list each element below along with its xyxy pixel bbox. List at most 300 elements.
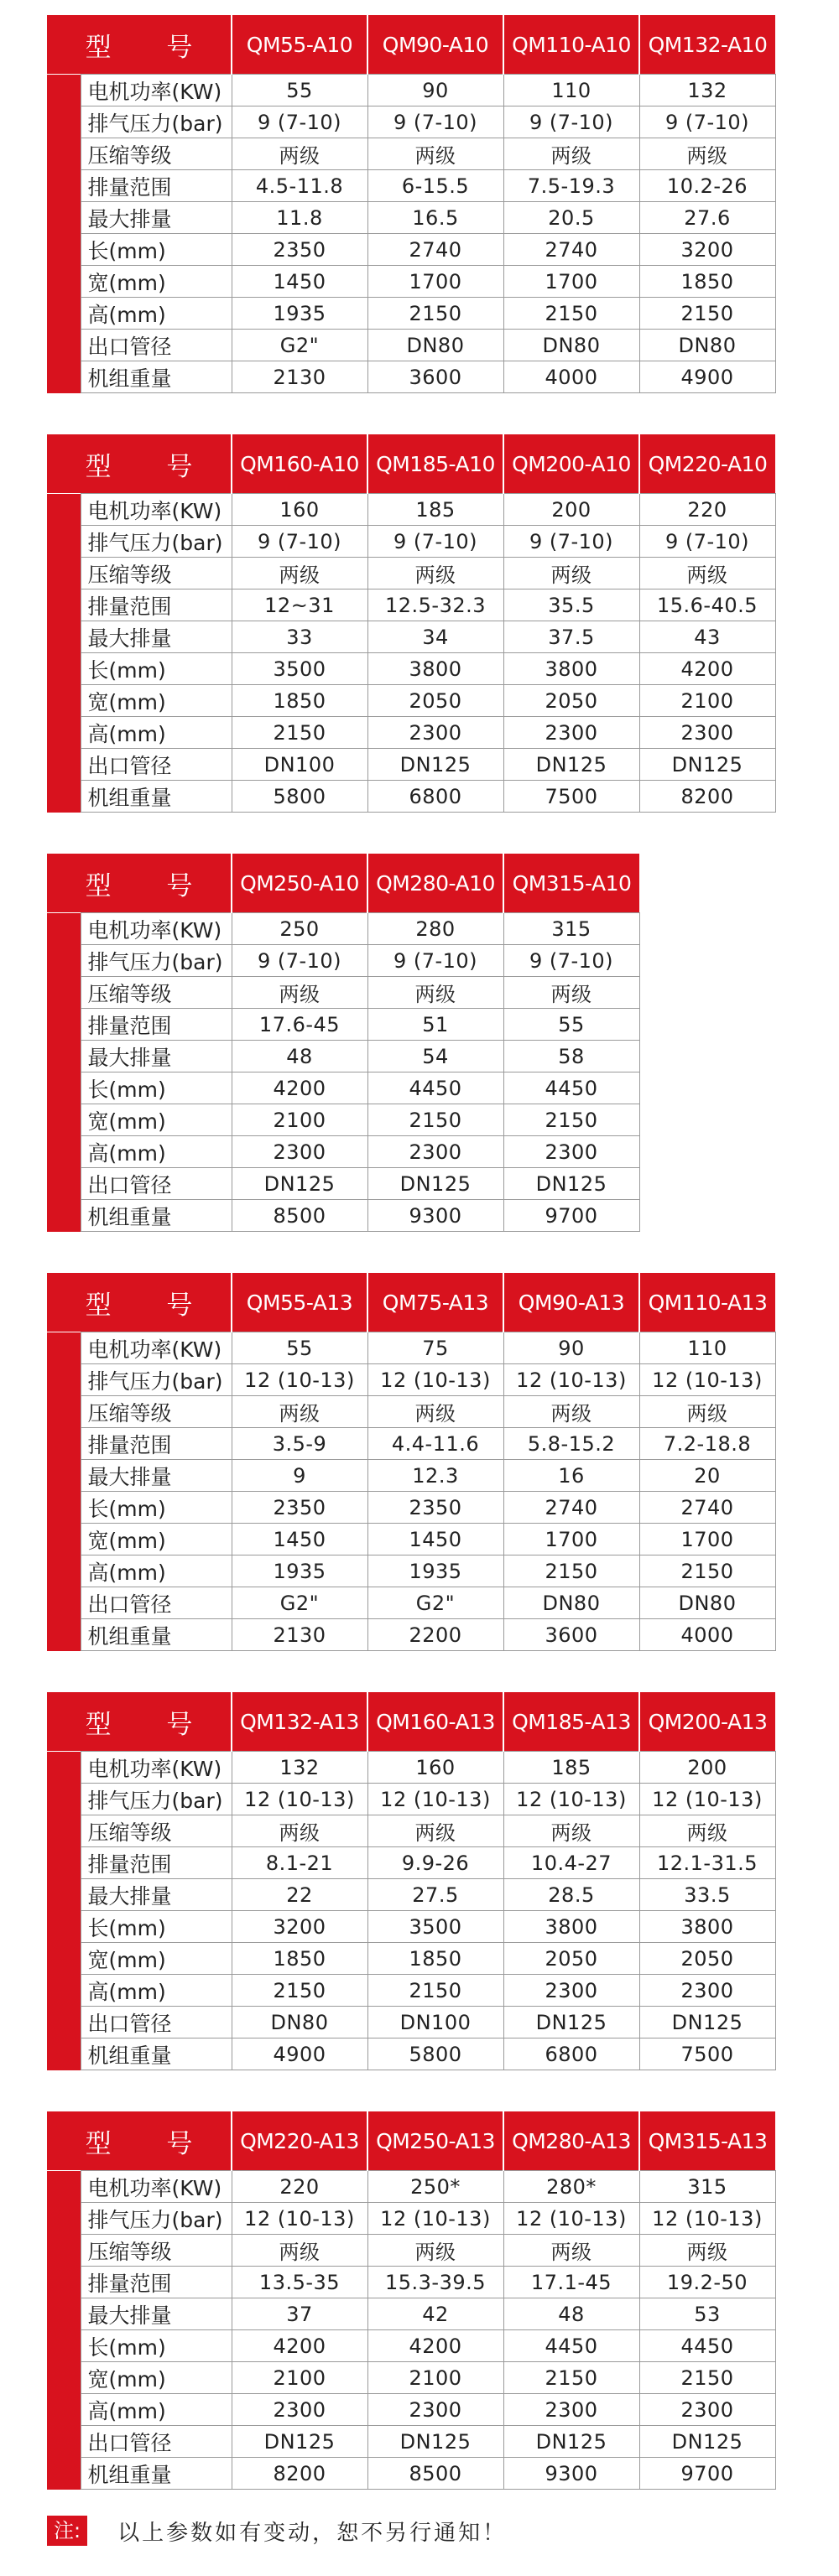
row-label: 排量范围 — [81, 2267, 232, 2298]
spec-value: 9 — [232, 1460, 367, 1492]
model-header: QM280-A10 — [367, 854, 503, 913]
spec-value: 12 (10-13) — [503, 1364, 639, 1396]
spec-value: 185 — [503, 1752, 639, 1784]
spec-value: 两级 — [503, 138, 639, 170]
spec-value: 两级 — [367, 558, 503, 589]
model-title: 型 号 — [47, 2111, 232, 2171]
table-row — [47, 1492, 775, 1524]
model-header: QM132-A10 — [639, 15, 775, 75]
table-row — [47, 653, 775, 685]
row-label: 排气压力(bar) — [81, 945, 232, 977]
table-row — [47, 977, 639, 1009]
spec-value: 3200 — [639, 234, 775, 266]
spec-value: 1850 — [639, 266, 775, 298]
table-row — [47, 1364, 775, 1396]
table-row — [47, 1975, 775, 2007]
row-label: 出口管径 — [81, 2426, 232, 2458]
spec-value: 16 — [503, 1460, 639, 1492]
model-header: QM220-A13 — [232, 2111, 367, 2171]
spec-value: 12 (10-13) — [639, 2203, 775, 2235]
spec-value: 53 — [639, 2298, 775, 2330]
spec-value: DN125 — [367, 1168, 503, 1200]
table-row — [47, 361, 775, 393]
model-header: QM185-A13 — [503, 1692, 639, 1752]
spec-value: 2150 — [232, 1975, 367, 2007]
spec-value: 3800 — [503, 1911, 639, 1943]
table-row — [47, 2203, 775, 2235]
table-row — [47, 2235, 775, 2267]
table-row — [47, 685, 775, 717]
table-row — [47, 2330, 775, 2362]
spec-value: 3600 — [367, 361, 503, 393]
spec-value: 两级 — [232, 1396, 367, 1428]
spec-value: 两级 — [232, 977, 367, 1009]
spec-value: 2300 — [367, 1136, 503, 1168]
spec-value: 2100 — [232, 1104, 367, 1136]
red-side-strip — [47, 1752, 81, 2070]
spec-value: 9 (7-10) — [367, 106, 503, 138]
spec-value: 1935 — [367, 1555, 503, 1587]
spec-value: 5800 — [232, 781, 367, 813]
model-header: QM200-A10 — [503, 434, 639, 494]
table-row — [47, 2298, 775, 2330]
row-label: 出口管径 — [81, 1587, 232, 1619]
spec-value: 2150 — [367, 1975, 503, 2007]
model-title: 型 号 — [47, 15, 232, 75]
spec-value: 12 (10-13) — [367, 1784, 503, 1815]
spec-value: 2300 — [503, 2394, 639, 2426]
spec-value: 12 (10-13) — [367, 2203, 503, 2235]
table-row — [47, 945, 639, 977]
header-row — [47, 434, 775, 494]
row-label: 排量范围 — [81, 1009, 232, 1041]
model-header: QM160-A10 — [232, 434, 367, 494]
spec-value: 2050 — [367, 685, 503, 717]
spec-value: 2350 — [367, 1492, 503, 1524]
row-label: 出口管径 — [81, 1168, 232, 1200]
spec-value: 1700 — [503, 1524, 639, 1555]
red-side-strip — [47, 75, 81, 393]
table-row — [47, 1396, 775, 1428]
spec-value: 5.8-15.2 — [503, 1428, 639, 1460]
spec-value: DN125 — [367, 2426, 503, 2458]
note-badge: 注: — [47, 2516, 87, 2546]
spec-value: 7.5-19.3 — [503, 170, 639, 202]
spec-value: 两级 — [232, 138, 367, 170]
spec-value: 2740 — [503, 1492, 639, 1524]
spec-value: 9 (7-10) — [503, 526, 639, 558]
spec-value: 10.2-26 — [639, 170, 775, 202]
model-header: QM90-A10 — [367, 15, 503, 75]
spec-table — [47, 15, 776, 393]
spec-value: 54 — [367, 1041, 503, 1072]
row-label: 排气压力(bar) — [81, 1364, 232, 1396]
model-title: 型 号 — [47, 434, 232, 494]
model-header: QM110-A13 — [639, 1273, 775, 1332]
spec-value: 4450 — [503, 1072, 639, 1104]
table-row — [47, 1009, 639, 1041]
table-row — [47, 266, 775, 298]
row-label: 机组重量 — [81, 361, 232, 393]
row-label: 电机功率(KW) — [81, 494, 232, 526]
row-label: 排气压力(bar) — [81, 2203, 232, 2235]
spec-value: 12 (10-13) — [232, 1784, 367, 1815]
spec-value: 315 — [639, 2171, 775, 2203]
table-row — [47, 1619, 775, 1651]
spec-value: 2200 — [367, 1619, 503, 1651]
row-label: 出口管径 — [81, 330, 232, 361]
spec-value: 200 — [503, 494, 639, 526]
spec-table — [47, 1692, 776, 2070]
spec-value: 2050 — [503, 685, 639, 717]
spec-value: 42 — [367, 2298, 503, 2330]
table-row — [47, 2458, 775, 2490]
spec-value: 2300 — [232, 2394, 367, 2426]
spec-value: DN80 — [503, 330, 639, 361]
spec-value: 2050 — [503, 1943, 639, 1975]
spec-value: 4450 — [367, 1072, 503, 1104]
row-label: 高(mm) — [81, 1555, 232, 1587]
row-label: 高(mm) — [81, 1136, 232, 1168]
model-title: 型 号 — [47, 1692, 232, 1752]
spec-value: 2150 — [367, 298, 503, 330]
table-row — [47, 1587, 775, 1619]
spec-value: 12 (10-13) — [639, 1364, 775, 1396]
spec-value: 8500 — [232, 1200, 367, 1232]
spec-value: 2150 — [639, 2362, 775, 2394]
table-row — [47, 202, 775, 234]
spec-value: DN100 — [232, 749, 367, 781]
spec-value: DN80 — [367, 330, 503, 361]
table-row — [47, 2426, 775, 2458]
row-label: 最大排量 — [81, 202, 232, 234]
spec-value: 两级 — [503, 1396, 639, 1428]
spec-value: 9 (7-10) — [367, 526, 503, 558]
spec-value: DN125 — [232, 1168, 367, 1200]
model-header: QM280-A13 — [503, 2111, 639, 2171]
row-label: 电机功率(KW) — [81, 1752, 232, 1784]
spec-value: 75 — [367, 1332, 503, 1364]
model-title: 型 号 — [47, 1273, 232, 1332]
spec-value: 3.5-9 — [232, 1428, 367, 1460]
spec-value: 9.9-26 — [367, 1847, 503, 1879]
spec-value: 110 — [639, 1332, 775, 1364]
spec-value: DN100 — [367, 2007, 503, 2038]
spec-value: 两级 — [367, 1815, 503, 1847]
spec-value: 9700 — [639, 2458, 775, 2490]
table-row — [47, 1911, 775, 1943]
spec-value: 8.1-21 — [232, 1847, 367, 1879]
header-row — [47, 15, 775, 75]
spec-value: 37.5 — [503, 621, 639, 653]
table-row — [47, 1200, 639, 1232]
spec-value: 22 — [232, 1879, 367, 1911]
spec-value: 8200 — [232, 2458, 367, 2490]
table-row — [47, 234, 775, 266]
spec-value: 4.4-11.6 — [367, 1428, 503, 1460]
row-label: 长(mm) — [81, 1492, 232, 1524]
row-label: 出口管径 — [81, 2007, 232, 2038]
spec-value: 27.6 — [639, 202, 775, 234]
spec-value: 8200 — [639, 781, 775, 813]
table-row — [47, 138, 775, 170]
row-label: 机组重量 — [81, 1619, 232, 1651]
spec-table — [47, 1273, 776, 1651]
row-label: 最大排量 — [81, 1460, 232, 1492]
table-row — [47, 298, 775, 330]
spec-value: 6800 — [503, 2038, 639, 2070]
row-label: 压缩等级 — [81, 1396, 232, 1428]
row-label: 机组重量 — [81, 2458, 232, 2490]
row-label: 电机功率(KW) — [81, 913, 232, 945]
spec-value: 两级 — [639, 1815, 775, 1847]
spec-value: 4450 — [503, 2330, 639, 2362]
spec-value: 2150 — [232, 717, 367, 749]
spec-value: 1450 — [232, 266, 367, 298]
table-row — [47, 106, 775, 138]
spec-value: 两级 — [367, 2235, 503, 2267]
row-label: 排量范围 — [81, 589, 232, 621]
row-label: 压缩等级 — [81, 2235, 232, 2267]
spec-value: DN125 — [232, 2426, 367, 2458]
spec-value: 2150 — [503, 1104, 639, 1136]
spec-value: 132 — [639, 75, 775, 106]
spec-value: 2150 — [639, 298, 775, 330]
spec-value: 37 — [232, 2298, 367, 2330]
model-header: QM55-A10 — [232, 15, 367, 75]
model-header: QM220-A10 — [639, 434, 775, 494]
spec-value: 9 (7-10) — [232, 945, 367, 977]
row-label: 压缩等级 — [81, 1815, 232, 1847]
spec-value: 12 (10-13) — [639, 1784, 775, 1815]
model-header: QM160-A13 — [367, 1692, 503, 1752]
row-label: 电机功率(KW) — [81, 1332, 232, 1364]
spec-value: 9 (7-10) — [232, 106, 367, 138]
spec-value: 2300 — [503, 717, 639, 749]
spec-value: 19.2-50 — [639, 2267, 775, 2298]
model-header: QM250-A10 — [232, 854, 367, 913]
spec-value: 58 — [503, 1041, 639, 1072]
spec-value: 17.6-45 — [232, 1009, 367, 1041]
spec-value: DN80 — [503, 1587, 639, 1619]
spec-value: 两级 — [232, 1815, 367, 1847]
table-row — [47, 1104, 639, 1136]
table-row — [47, 75, 775, 106]
model-header: QM55-A13 — [232, 1273, 367, 1332]
spec-value: 2100 — [639, 685, 775, 717]
header-row — [47, 2111, 775, 2171]
spec-value: DN125 — [639, 749, 775, 781]
table-row — [47, 2394, 775, 2426]
spec-value: 两级 — [503, 558, 639, 589]
spec-value: 90 — [503, 1332, 639, 1364]
spec-value: 185 — [367, 494, 503, 526]
spec-value: 1700 — [367, 266, 503, 298]
spec-value: 两级 — [503, 977, 639, 1009]
spec-value: 2150 — [503, 1555, 639, 1587]
table-row — [47, 781, 775, 813]
spec-value: 12 (10-13) — [503, 1784, 639, 1815]
spec-value: 两级 — [367, 977, 503, 1009]
spec-value: 2300 — [503, 1136, 639, 1168]
model-header: QM185-A10 — [367, 434, 503, 494]
table-row — [47, 1784, 775, 1815]
row-label: 宽(mm) — [81, 685, 232, 717]
row-label: 长(mm) — [81, 653, 232, 685]
spec-value: 20 — [639, 1460, 775, 1492]
spec-value: 160 — [232, 494, 367, 526]
row-label: 排气压力(bar) — [81, 526, 232, 558]
spec-value: 2050 — [639, 1943, 775, 1975]
row-label: 电机功率(KW) — [81, 2171, 232, 2203]
model-header: QM75-A13 — [367, 1273, 503, 1332]
row-label: 宽(mm) — [81, 1524, 232, 1555]
red-side-strip — [47, 913, 81, 1232]
spec-value: G2" — [367, 1587, 503, 1619]
spec-value: 90 — [367, 75, 503, 106]
red-side-strip — [47, 2171, 81, 2490]
spec-value: 2150 — [503, 298, 639, 330]
table-row — [47, 494, 775, 526]
row-label: 最大排量 — [81, 2298, 232, 2330]
spec-value: DN125 — [503, 749, 639, 781]
row-label: 机组重量 — [81, 1200, 232, 1232]
spec-value: 200 — [639, 1752, 775, 1784]
spec-value: 4000 — [503, 361, 639, 393]
table-row — [47, 1752, 775, 1784]
spec-value: 220 — [639, 494, 775, 526]
row-label: 压缩等级 — [81, 977, 232, 1009]
spec-value: 2100 — [232, 2362, 367, 2394]
row-label: 排量范围 — [81, 170, 232, 202]
table-row — [47, 2362, 775, 2394]
spec-value: 2100 — [367, 2362, 503, 2394]
header-row — [47, 854, 639, 913]
spec-value: 2740 — [367, 234, 503, 266]
row-label: 排气压力(bar) — [81, 106, 232, 138]
spec-value: 9 (7-10) — [639, 106, 775, 138]
spec-value: 12.5-32.3 — [367, 589, 503, 621]
table-row — [47, 2171, 775, 2203]
row-label: 最大排量 — [81, 1879, 232, 1911]
spec-value: 4200 — [639, 653, 775, 685]
spec-table — [47, 854, 640, 1232]
spec-value: DN125 — [367, 749, 503, 781]
spec-value: 2300 — [639, 717, 775, 749]
spec-value: 280* — [503, 2171, 639, 2203]
spec-value: 315 — [503, 913, 639, 945]
spec-value: 160 — [367, 1752, 503, 1784]
spec-value: 2300 — [232, 1136, 367, 1168]
spec-value: 9 (7-10) — [367, 945, 503, 977]
spec-value: 2150 — [367, 1104, 503, 1136]
spec-value: 2740 — [503, 234, 639, 266]
spec-value: 1850 — [232, 685, 367, 717]
row-label: 压缩等级 — [81, 138, 232, 170]
row-label: 出口管径 — [81, 749, 232, 781]
spec-value: 12 (10-13) — [367, 1364, 503, 1396]
row-label: 最大排量 — [81, 621, 232, 653]
row-label: 长(mm) — [81, 1911, 232, 1943]
spec-value: 2300 — [503, 1975, 639, 2007]
table-row — [47, 589, 775, 621]
spec-value: 280 — [367, 913, 503, 945]
spec-value: 132 — [232, 1752, 367, 1784]
table-row — [47, 1555, 775, 1587]
spec-value: 7500 — [639, 2038, 775, 2070]
spec-value: 6800 — [367, 781, 503, 813]
table-row — [47, 1943, 775, 1975]
table-row — [47, 1524, 775, 1555]
table-row — [47, 913, 639, 945]
row-label: 长(mm) — [81, 234, 232, 266]
spec-value: 4450 — [639, 2330, 775, 2362]
model-header: QM90-A13 — [503, 1273, 639, 1332]
spec-value: 110 — [503, 75, 639, 106]
spec-value: 两级 — [232, 2235, 367, 2267]
note-text: 以上参数如有变动，恕不另行通知！ — [117, 2520, 508, 2546]
spec-value: 48 — [503, 2298, 639, 2330]
spec-value: 10.4-27 — [503, 1847, 639, 1879]
spec-value: 4200 — [232, 1072, 367, 1104]
table-row — [47, 1815, 775, 1847]
table-row — [47, 1332, 775, 1364]
spec-value: 两级 — [639, 1396, 775, 1428]
spec-value: 1935 — [232, 1555, 367, 1587]
row-label: 排气压力(bar) — [81, 1784, 232, 1815]
spec-value: 43 — [639, 621, 775, 653]
row-label: 机组重量 — [81, 2038, 232, 2070]
spec-value: G2" — [232, 330, 367, 361]
spec-value: 2150 — [503, 2362, 639, 2394]
row-label: 压缩等级 — [81, 558, 232, 589]
red-side-strip — [47, 1332, 81, 1651]
spec-value: DN80 — [232, 2007, 367, 2038]
table-row — [47, 170, 775, 202]
spec-value: 12~31 — [232, 589, 367, 621]
spec-value: 33.5 — [639, 1879, 775, 1911]
row-label: 机组重量 — [81, 781, 232, 813]
spec-value: 两级 — [503, 2235, 639, 2267]
spec-value: DN125 — [639, 2007, 775, 2038]
spec-value: 两级 — [639, 558, 775, 589]
model-header: QM132-A13 — [232, 1692, 367, 1752]
spec-value: 3800 — [367, 653, 503, 685]
spec-value: 3500 — [367, 1911, 503, 1943]
row-label: 宽(mm) — [81, 1104, 232, 1136]
spec-value: 12 (10-13) — [232, 1364, 367, 1396]
table-row — [47, 1041, 639, 1072]
spec-value: 3500 — [232, 653, 367, 685]
spec-value: 250* — [367, 2171, 503, 2203]
header-row — [47, 1692, 775, 1752]
table-row — [47, 2007, 775, 2038]
model-header: QM200-A13 — [639, 1692, 775, 1752]
spec-value: 3200 — [232, 1911, 367, 1943]
spec-value: DN125 — [503, 1168, 639, 1200]
spec-value: 9300 — [503, 2458, 639, 2490]
row-label: 宽(mm) — [81, 266, 232, 298]
spec-value: 2300 — [639, 1975, 775, 2007]
footnote — [47, 2514, 507, 2547]
spec-value: 55 — [232, 1332, 367, 1364]
table-row — [47, 330, 775, 361]
spec-value: 12 (10-13) — [232, 2203, 367, 2235]
table-row — [47, 717, 775, 749]
row-label: 高(mm) — [81, 298, 232, 330]
spec-value: 2350 — [232, 234, 367, 266]
row-label: 高(mm) — [81, 2394, 232, 2426]
